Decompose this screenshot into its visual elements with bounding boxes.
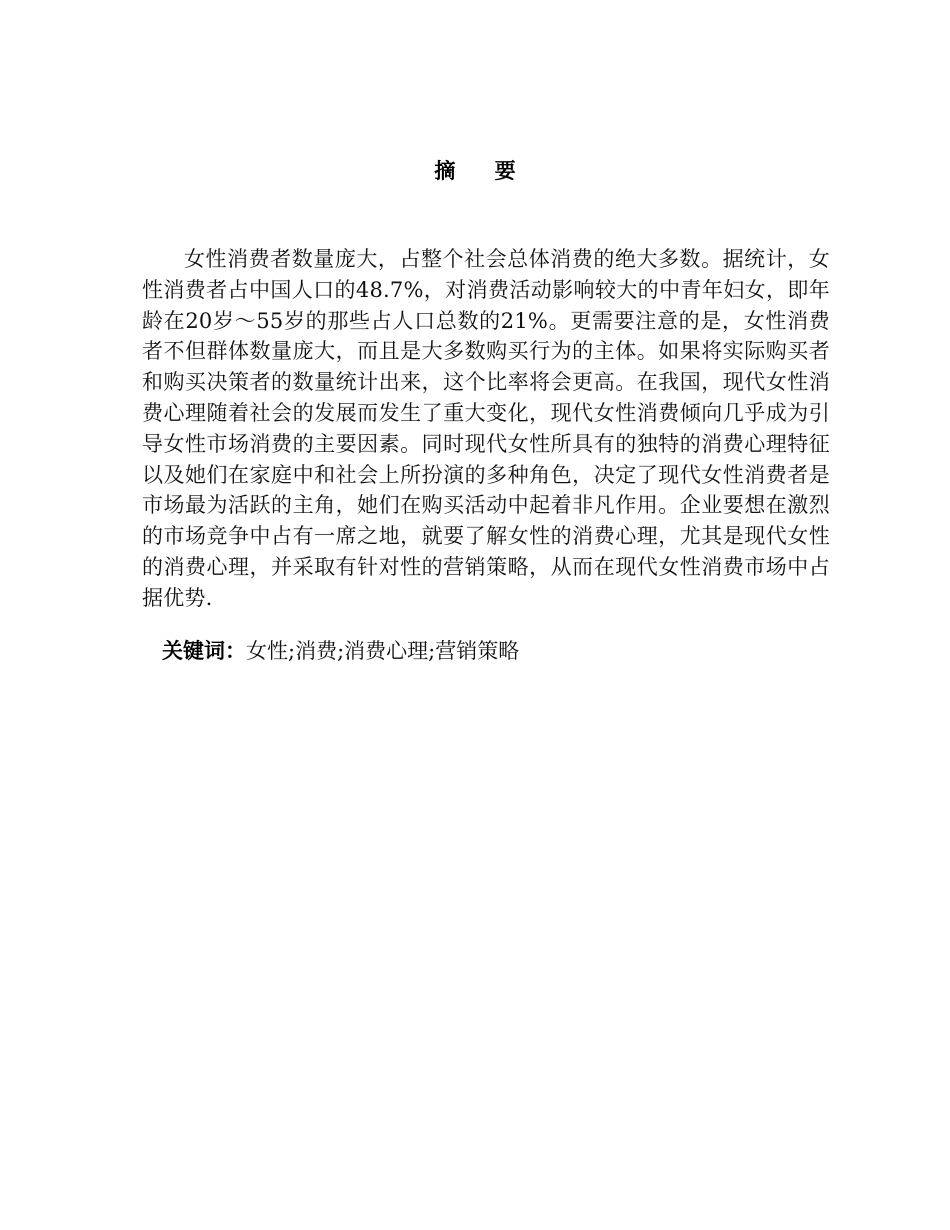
keywords-line (162, 636, 822, 666)
keywords-values: 女性;消费;消费心理;营销策略 (246, 639, 520, 663)
abstract-title: 摘 要 (434, 159, 532, 183)
abstract-body: 女性消费者数量庞大，占整个社会总体消费的绝大多数。据统计，女性消费者占中国人口的48.7%，对消费活动影响较大的中青年妇女，即年龄在20岁～55岁的那些占人口总数的21%。更需要注意的是，女性消费者不但群体数量庞大，而且是大多数购买行为的主体。如果将实际购买者和购买决策者的数量统计出来，这个比率将会更高。在我国，现代女性消费心理随着社会的发展而发生了重大变化，现代女性消费倾向几乎成为引导女性市场消费的主要因素。同时现代女性所具有的独特的消费心理特征以及她们在家庭中和社会上所扮演的多种角色，决定了现代女性消费者是市场最为活跃的主角，她们在购买活动中起着非凡作用。企业要想在激烈的市场竞争中占有一席之地，就要了解女性的消费心理，尤其是现代女性的消费心理，并采取有针对性的营销策略，从而在现代女性消费市场中占据优势. (142, 247, 830, 610)
keywords-label: 关键词： (162, 639, 246, 663)
